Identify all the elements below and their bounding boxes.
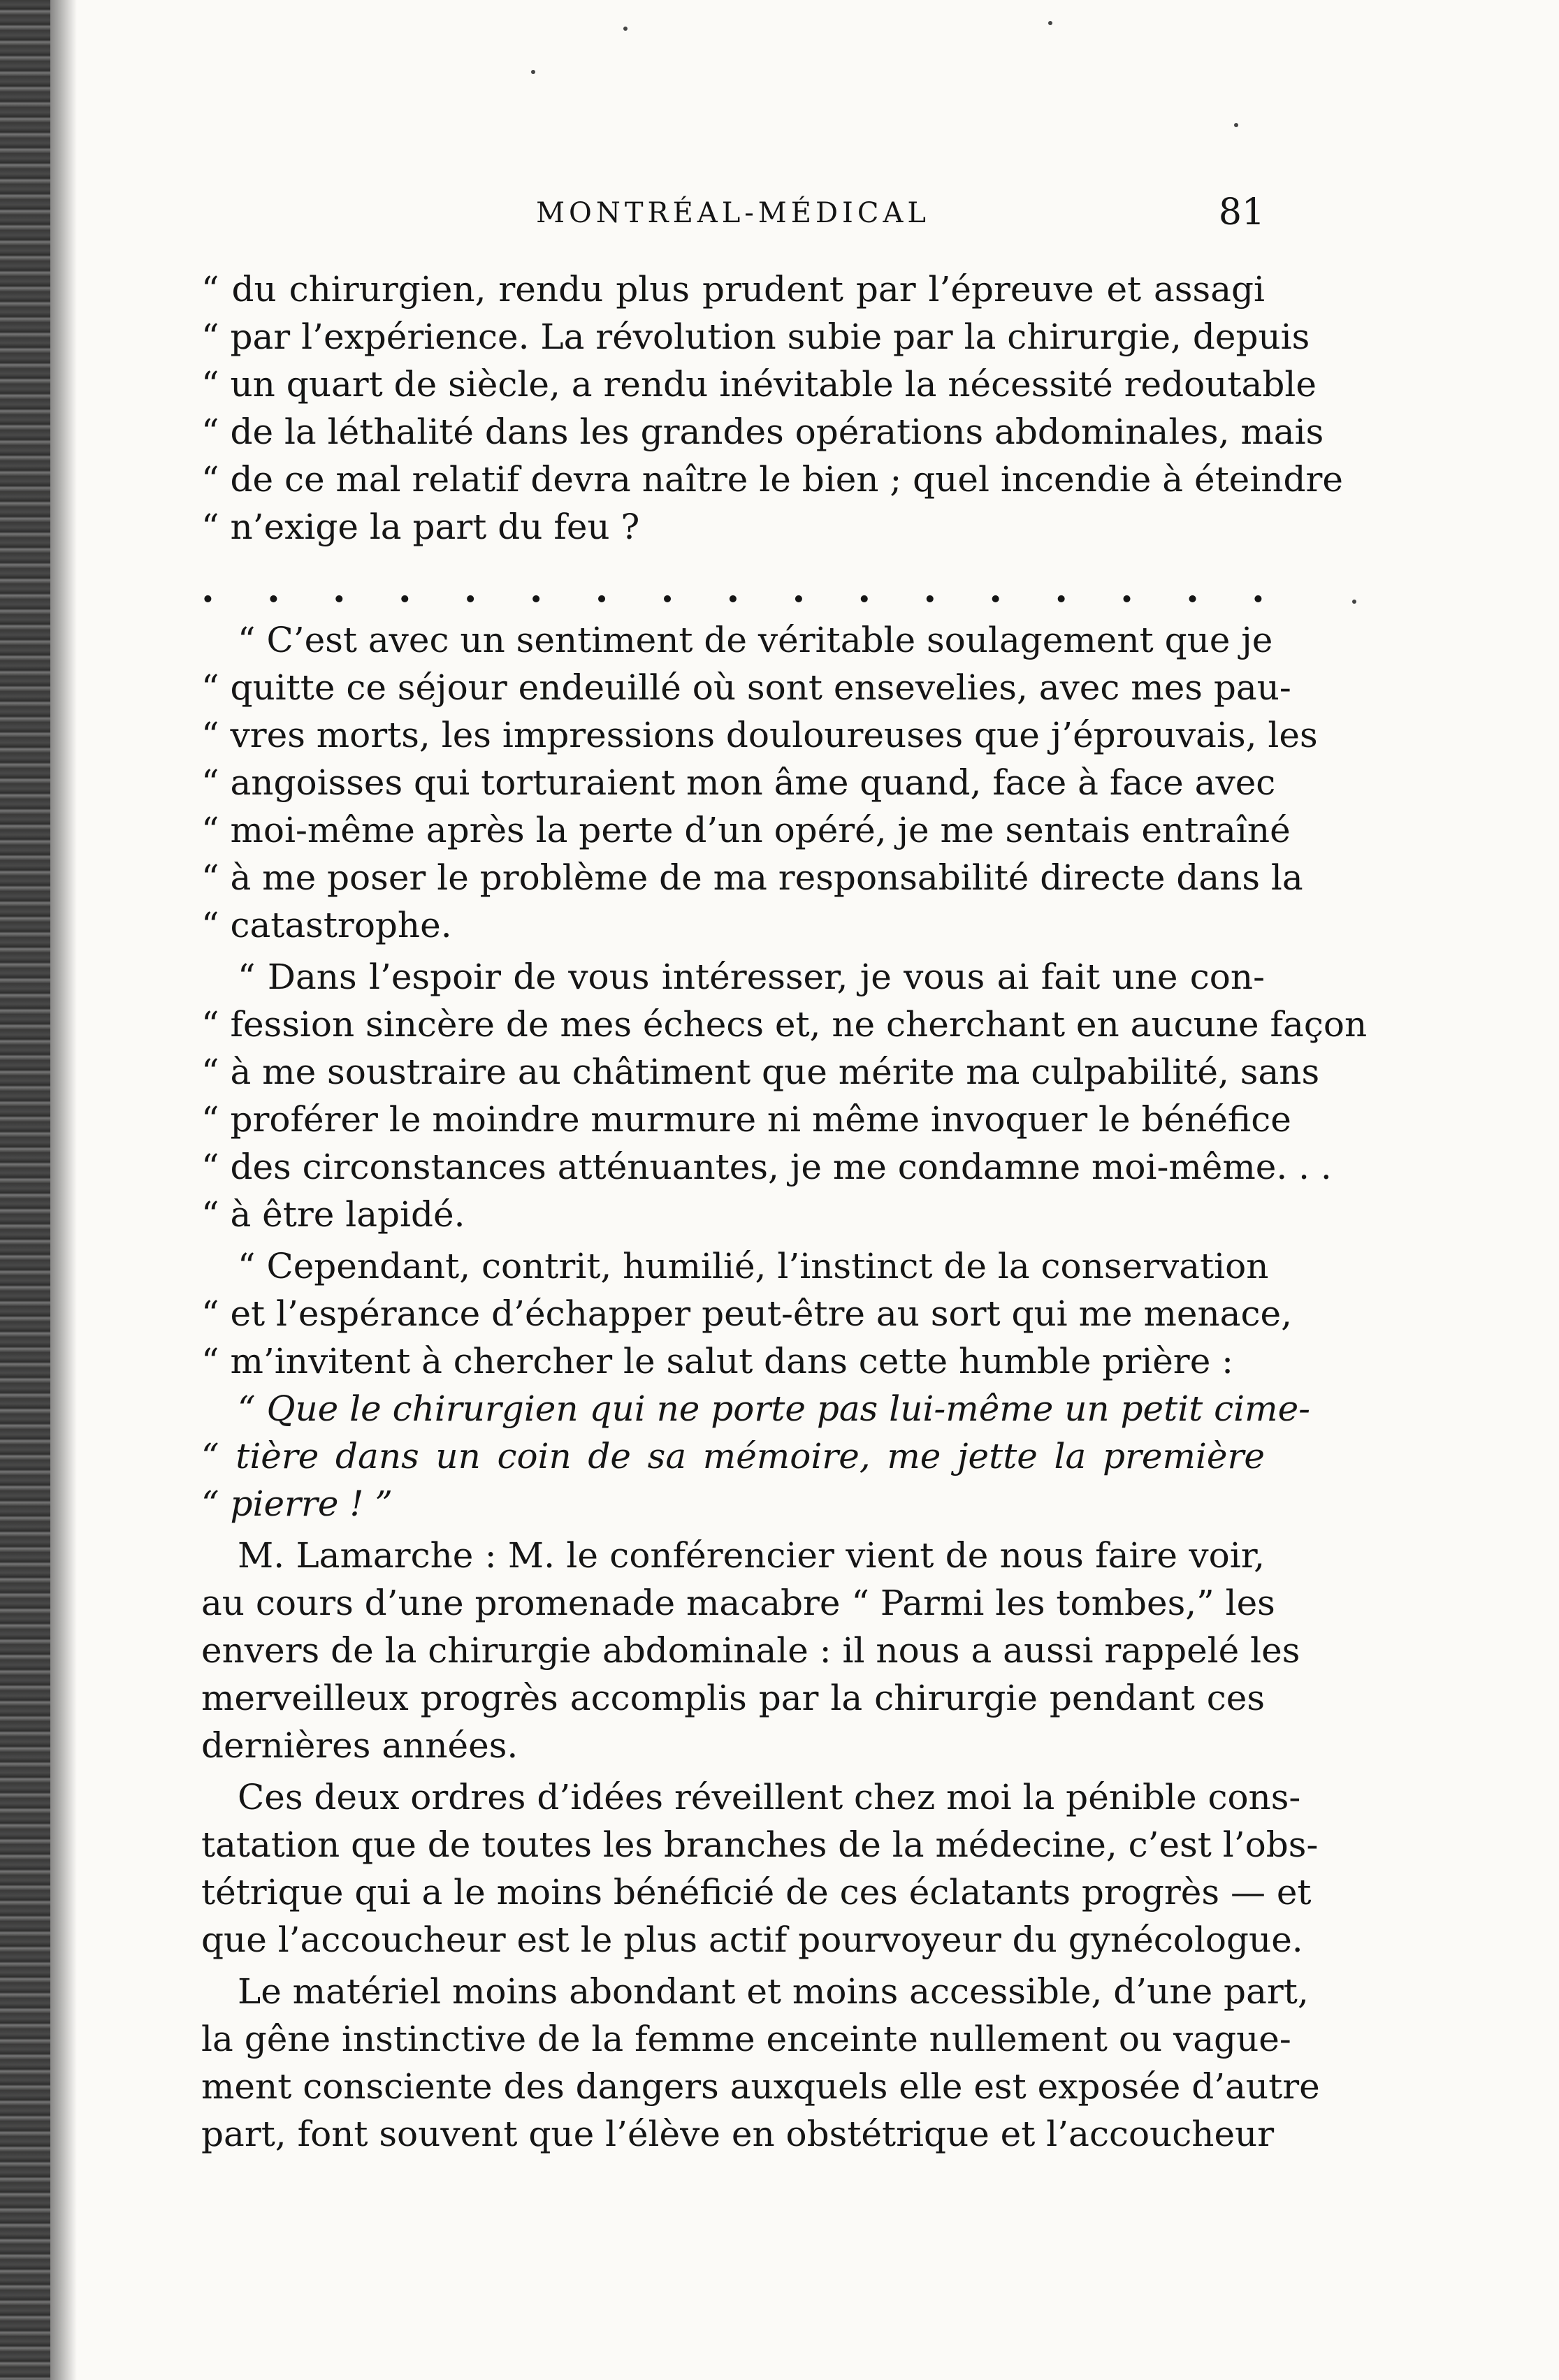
text-line: “ Que le chirurgien qui ne porte pas lui-même un petit cime- xyxy=(238,1388,1311,1429)
text-line: “ vres morts, les impressions douloureuses que j’éprouvais, les xyxy=(201,715,1318,755)
text-line: “ Cependant, contrit, humilié, l’instinct de la conservation xyxy=(238,1246,1269,1286)
text-line: dernières années. xyxy=(201,1725,519,1766)
text-line: la gêne instinctive de la femme enceinte nullement ou vague- xyxy=(201,2019,1291,2059)
text-line: M. Lamarche : M. le conférencier vient de nous faire voir, xyxy=(238,1535,1265,1576)
text-line: “ un quart de siècle, a rendu inévitable la nécessité redoutable xyxy=(201,364,1317,405)
running-head: MONTRÉAL-MÉDICAL xyxy=(536,197,930,229)
text-line: “ par l’expérience. La révolution subie par la chirurgie, depuis xyxy=(201,317,1310,357)
quoted-prayer xyxy=(201,1385,1311,1528)
text-line: tatation que de toutes les branches de la médecine, c’est l’obs- xyxy=(201,1824,1319,1865)
text-line: “ proférer le moindre murmure ni même invoquer le bénéfice xyxy=(201,1099,1291,1140)
text-line: ment consciente des dangers auxquels elle est exposée d’autre xyxy=(201,2066,1320,2107)
text-line: envers de la chirurgie abdominale : il nous a aussi rappelé les xyxy=(201,1630,1300,1671)
page-body xyxy=(201,266,1368,2158)
text-line: “ fession sincère de mes échecs et, ne cherchant en aucune façon xyxy=(201,1004,1368,1045)
ink-speck xyxy=(623,27,628,31)
text-line: “ à me soustraire au châtiment que mérite ma culpabilité, sans xyxy=(201,1052,1320,1092)
ink-speck xyxy=(531,70,535,74)
text-line: “ de ce mal relatif devra naître le bien ; quel incendie à éteindre xyxy=(201,459,1343,500)
ink-speck xyxy=(1048,21,1052,25)
text-line: que l’accoucheur est le plus actif pourvoyeur du gynécologue. xyxy=(201,1920,1303,1960)
text-line: “ Dans l’espoir de vous intéresser, je vous ai fait une con- xyxy=(238,957,1265,997)
text-line: au cours d’une promenade macabre “ Parmi les tombes,” les xyxy=(201,1583,1275,1623)
text-line: “ m’invitent à chercher le salut dans cette humble prière : xyxy=(201,1341,1234,1381)
body-paragraph-2 xyxy=(201,1968,1320,2158)
text-line: “ et l’espérance d’échapper peut-être au sort qui me menace, xyxy=(201,1293,1292,1334)
text-line: “ du chirurgien, rendu plus prudent par l’épreuve et assagi xyxy=(201,269,1265,310)
quoted-paragraph-1 xyxy=(201,266,1343,551)
ink-speck xyxy=(1352,600,1356,604)
book-binding-edge xyxy=(0,0,50,2380)
text-line: “ quitte ce séjour endeuillé où sont ensevelies, avec mes pau- xyxy=(201,667,1291,708)
quoted-paragraph-3 xyxy=(201,953,1368,1238)
text-line: “ moi-même après la perte d’un opéré, je me sentais entraîné xyxy=(201,810,1291,850)
text-line: “ des circonstances atténuantes, je me condamne moi-même. . . xyxy=(201,1147,1332,1187)
ink-speck xyxy=(1234,123,1238,127)
text-line: “ C’est avec un sentiment de véritable soulagement que je xyxy=(238,620,1273,660)
text-line: merveilleux progrès accomplis par la chirurgie pendant ces xyxy=(201,1678,1265,1718)
text-line: “ n’exige la part du feu ? xyxy=(201,507,640,547)
text-line: “ angoisses qui torturaient mon âme quand, face à face avec xyxy=(201,762,1276,803)
quoted-paragraph-2 xyxy=(201,616,1318,949)
text-line: “ de la léthalité dans les grandes opérations abdominales, mais xyxy=(201,412,1324,452)
page-number: 81 xyxy=(1218,191,1265,233)
text-line: “ catastrophe. xyxy=(201,905,452,945)
lamarche-paragraph xyxy=(201,1532,1300,1769)
ellipsis-divider: . . . . . . . . . . . . . . . . . xyxy=(201,566,1265,611)
body-paragraph-1 xyxy=(201,1773,1319,1964)
text-line: Le matériel moins abondant et moins accessible, d’une part, xyxy=(238,1971,1309,2012)
text-line: “ à me poser le problème de ma responsabilité directe dans la xyxy=(201,857,1303,898)
gutter-shadow xyxy=(50,0,77,2380)
text-line: Ces deux ordres d’idées réveillent chez moi la pénible cons- xyxy=(238,1777,1301,1817)
text-line: part, font souvent que l’élève en obstétrique et l’accoucheur xyxy=(201,2114,1275,2154)
text-line: tétrique qui a le moins bénéficié de ces éclatants progrès — et xyxy=(201,1872,1312,1913)
quoted-paragraph-4 xyxy=(201,1242,1292,1385)
page-header xyxy=(201,191,1265,246)
text-line: “ à être lapidé. xyxy=(201,1194,465,1235)
text-line: “ tière dans un coin de sa mémoire, me jette la première xyxy=(201,1436,1265,1476)
text-line: “ pierre ! ” xyxy=(201,1483,393,1524)
